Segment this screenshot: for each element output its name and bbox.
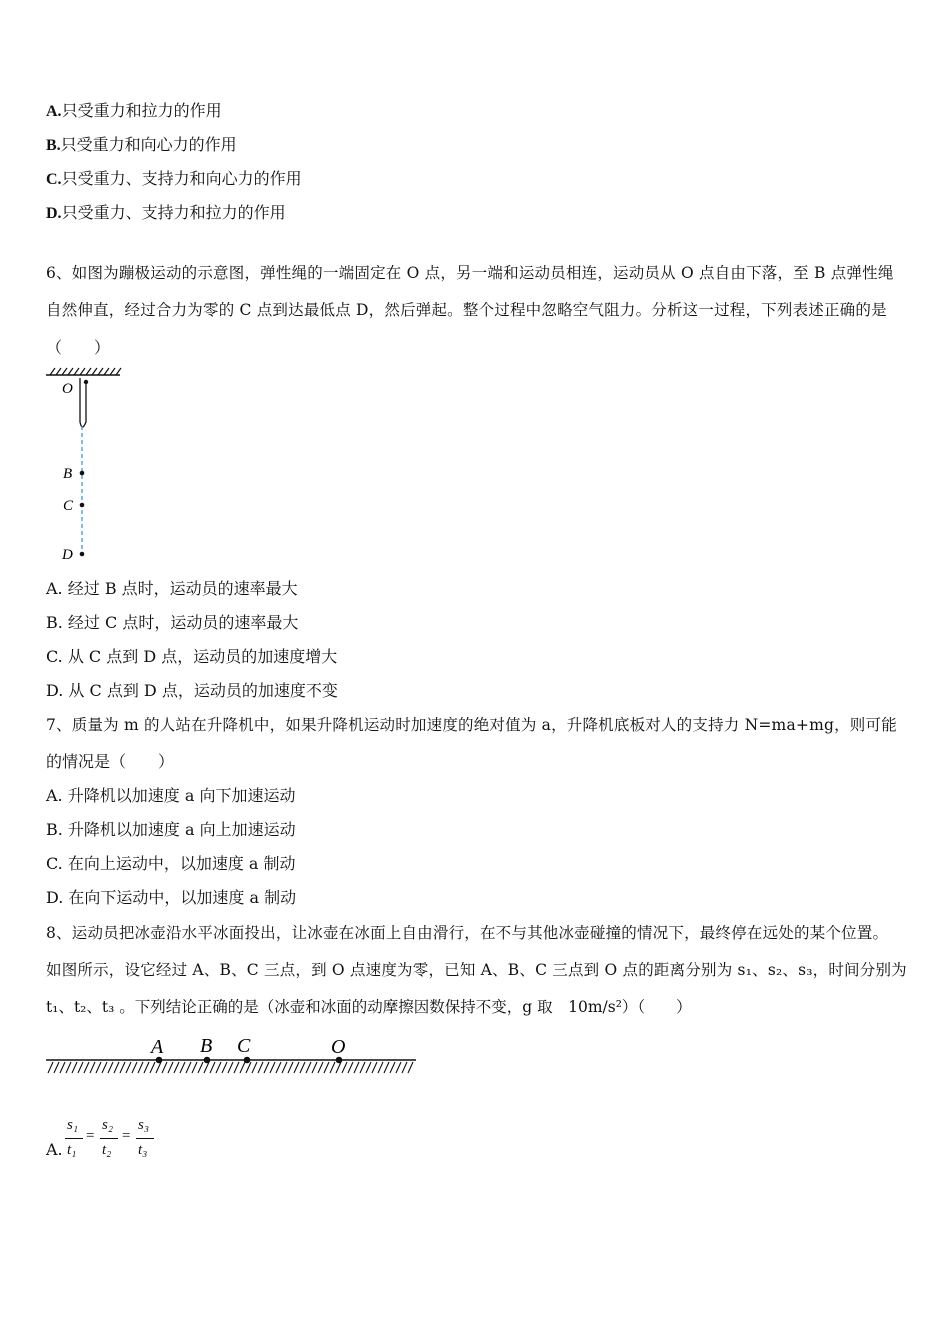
q7-option-b: B. 升降机以加速度 a 向上加速运动 — [46, 820, 296, 839]
q7-option-c: C. 在向上运动中，以加速度 a 制动 — [46, 854, 296, 873]
hatch-mark — [84, 1062, 89, 1073]
hatch-mark — [66, 1062, 71, 1073]
hatch-mark — [150, 1062, 155, 1073]
hatch-mark — [282, 1062, 287, 1073]
q8-stem-line1: 8、运动员把冰壶沿水平冰面投出，让冰壶在冰面上自由滑行，在不与其他冰壶碰撞的情况下，最终停在远处的某个位置。 — [46, 924, 889, 942]
q5-option-c-text: 只受重力、支持力和向心力的作用 — [61, 169, 302, 188]
q5-option-a — [46, 101, 222, 122]
hatch-mark — [342, 1062, 347, 1073]
q8-option-a-label: A. — [46, 1140, 63, 1159]
fraction-3-bar — [136, 1138, 154, 1139]
hatch-mark — [168, 1062, 173, 1073]
hatch-mark — [354, 1062, 359, 1073]
fraction-2-denominator: t₂ — [102, 1142, 112, 1158]
hatch-mark — [360, 1062, 365, 1073]
hatch-mark — [96, 1062, 101, 1073]
q5-option-a-text: 只受重力和拉力的作用 — [61, 101, 222, 120]
hatch-mark — [138, 1062, 143, 1073]
q8-stem-line3: t₁、t₂、t₃ 。下列结论正确的是（冰壶和冰面的动摩擦因数保持不变，g 取 10m/s²）（ ） — [46, 998, 692, 1016]
hatch-mark — [132, 1062, 137, 1073]
hatch-mark — [306, 1062, 311, 1073]
label-c: C — [63, 498, 74, 514]
equals-2: = — [122, 1128, 131, 1144]
hatch-mark — [204, 1062, 209, 1073]
label-o: O — [331, 1036, 346, 1058]
q8-option-a-formula — [64, 1116, 164, 1166]
q7-option-a: A. 升降机以加速度 a 向下加速运动 — [46, 786, 296, 805]
hatch-mark — [114, 1062, 119, 1073]
curling-diagram — [42, 1032, 422, 1082]
hatch-mark — [78, 1062, 83, 1073]
label-o: O — [62, 381, 73, 397]
hatch-mark — [408, 1062, 413, 1073]
hatch-mark — [240, 1062, 245, 1073]
label-b: B — [200, 1035, 213, 1057]
hatch-mark — [162, 1062, 167, 1073]
bungee-diagram — [40, 364, 130, 564]
hatch-mark — [378, 1062, 383, 1073]
q5-option-d — [46, 203, 286, 224]
hatch-mark — [216, 1062, 221, 1073]
hatch-mark — [288, 1062, 293, 1073]
hatch-mark — [90, 1062, 95, 1073]
fraction-1-numerator: s₁ — [67, 1117, 79, 1133]
hatch-mark — [258, 1062, 263, 1073]
hatch-mark — [318, 1062, 323, 1073]
hatch-mark — [330, 1062, 335, 1073]
q5-option-a-letter: A. — [46, 103, 62, 120]
q5-option-d-letter: D. — [46, 205, 62, 222]
fraction-2-bar — [100, 1138, 118, 1139]
hatch-mark — [228, 1062, 233, 1073]
hatch-mark — [294, 1062, 299, 1073]
q5-option-b — [46, 135, 237, 156]
hatch-mark — [126, 1062, 131, 1073]
hatch-mark — [198, 1062, 203, 1073]
hatch-mark — [336, 1062, 341, 1073]
q5-option-c-letter: C. — [46, 171, 62, 188]
q5-option-b-text: 只受重力和向心力的作用 — [60, 135, 237, 154]
label-c: C — [237, 1035, 251, 1057]
hatch-mark — [384, 1062, 389, 1073]
q7-option-d: D. 在向下运动中，以加速度 a 制动 — [46, 888, 297, 907]
hatch-mark — [366, 1062, 371, 1073]
hatch-mark — [372, 1062, 377, 1073]
label-a: A — [151, 1036, 164, 1058]
q6-option-c: C. 从 C 点到 D 点，运动员的加速度增大 — [46, 647, 338, 666]
hatch-mark — [324, 1062, 329, 1073]
hatch-mark — [60, 1062, 65, 1073]
q6-stem-line3: （ ） — [46, 338, 111, 357]
label-b: B — [63, 466, 73, 482]
hatch-mark — [174, 1062, 179, 1073]
hatch-mark — [312, 1062, 317, 1073]
q6-option-b: B. 经过 C 点时，运动员的速率最大 — [46, 613, 299, 632]
hatch-mark — [270, 1062, 275, 1073]
q7-stem-line2: 的情况是（ ） — [46, 752, 175, 771]
hatch-mark — [192, 1062, 197, 1073]
hatch-mark — [234, 1062, 239, 1073]
hatch-mark — [276, 1062, 281, 1073]
q5-option-b-letter: B. — [46, 137, 61, 154]
hatch-mark — [402, 1062, 407, 1073]
hatch-mark — [252, 1062, 257, 1073]
fraction-1-bar — [65, 1138, 83, 1139]
fraction-1-denominator: t₁ — [67, 1142, 77, 1158]
hatch-mark — [72, 1062, 77, 1073]
hatch-mark — [264, 1062, 269, 1073]
hatch-mark — [348, 1062, 353, 1073]
hatch-mark — [180, 1062, 185, 1073]
q7-stem-line1: 7、质量为 m 的人站在升降机中，如果升降机运动时加速度的绝对值为 a，升降机底板对人的支持力 N=ma+mg，则可能 — [46, 716, 897, 734]
q6-stem-line2: 自然伸直，经过合力为零的 C 点到达最低点 D，然后弹起。整个过程中忽略空气阻力。分析这一过程，下列表述正确的是 — [46, 301, 887, 319]
hatch-mark — [390, 1062, 395, 1073]
hatch-mark — [48, 1062, 53, 1073]
hatch-mark — [186, 1062, 191, 1073]
hatch-mark — [246, 1062, 251, 1073]
hatch-mark — [120, 1062, 125, 1073]
q5-option-d-text: 只受重力、支持力和拉力的作用 — [61, 203, 286, 222]
q8-stem-line2: 如图所示，设它经过 A、B、C 三点，到 O 点速度为零，已知 A、B、C 三点到 O 点的距离分别为 s₁、s₂、s₃，时间分别为 — [46, 961, 907, 979]
hatch-mark — [102, 1062, 107, 1073]
hatch-mark — [108, 1062, 113, 1073]
label-d: D — [62, 547, 73, 563]
q5-option-c — [46, 169, 302, 190]
fraction-3-numerator: s₃ — [138, 1117, 150, 1133]
q6-option-d: D. 从 C 点到 D 点，运动员的加速度不变 — [46, 681, 338, 700]
hatch-mark — [210, 1062, 215, 1073]
hatch-mark — [54, 1062, 59, 1073]
hatch-mark — [396, 1062, 401, 1073]
q6-option-a: A. 经过 B 点时，运动员的速率最大 — [46, 579, 298, 598]
equals-1: = — [86, 1128, 95, 1144]
hatch-mark — [300, 1062, 305, 1073]
q6-stem-line1: 6、如图为蹦极运动的示意图，弹性绳的一端固定在 O 点，另一端和运动员相连，运动员从 O 点自由下落，至 B 点弹性绳 — [46, 264, 894, 282]
hatch-mark — [156, 1062, 161, 1073]
fraction-2-numerator: s₂ — [102, 1117, 114, 1133]
hatch-mark — [144, 1062, 149, 1073]
fraction-3-denominator: t₃ — [138, 1142, 148, 1158]
hatch-mark — [222, 1062, 227, 1073]
